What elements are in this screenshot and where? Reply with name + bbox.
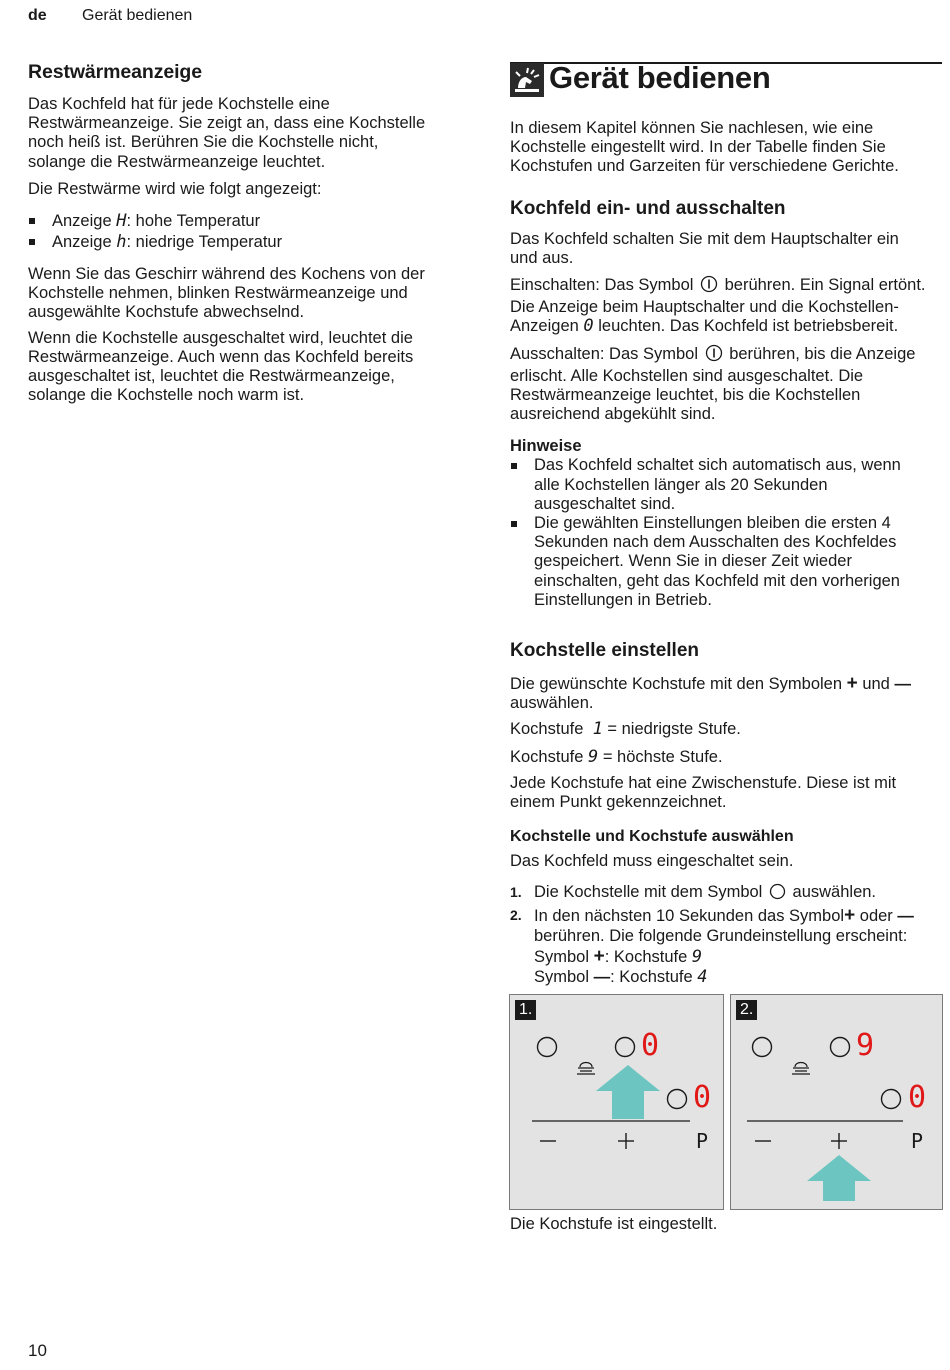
panel-number: 2. bbox=[736, 1000, 757, 1020]
heading-restwaerme: Restwärmeanzeige bbox=[28, 61, 202, 83]
minus-icon: — bbox=[894, 675, 911, 694]
display-top: 0 bbox=[641, 1028, 660, 1063]
right-column bbox=[510, 119, 942, 987]
heading-onoff: Kochfeld ein- und ausschalten bbox=[510, 197, 786, 219]
text-line: Das Kochfeld hat für jede Kochstelle eine bbox=[28, 95, 330, 113]
panel-number: 1. bbox=[515, 1000, 536, 1020]
list-item: Die gewählten Einstellungen bleiben die ersten 4 Sekunden nach dem Ausschalten des Kochfeldes gespeichert. Wenn Sie in dieser Zeit wieder einschalten, geht das Kochfeld mit den vorherigen Einstellungen in Betrieb. bbox=[510, 514, 942, 610]
intro-paragraph bbox=[510, 119, 942, 177]
minus-icon: — bbox=[897, 907, 914, 926]
text-line: ausgewählte Kochstufe abwechselnd. bbox=[28, 303, 305, 322]
display-symbol-9: 9 bbox=[587, 746, 599, 767]
para-set-5: Das Kochfeld muss eingeschaltet sein. bbox=[510, 852, 794, 871]
circle-icon bbox=[769, 883, 786, 906]
step-item: 2. In den nächsten 10 Sekunden das Symbol+ oder — berühren. Die folgende Grundeinstellung erscheint: Symbol +: Kochstufe 9 Symbol —: Kochstufe 4 bbox=[510, 905, 914, 987]
text-line: erlischt. Alle Kochstellen sind ausgeschaltet. Die bbox=[510, 366, 864, 385]
power-icon bbox=[700, 275, 718, 298]
text-line: und aus. bbox=[510, 248, 574, 267]
heading-kochstufe-auswaehlen: Kochstelle und Kochstufe auswählen bbox=[510, 828, 794, 846]
para-set-1: Die gewünschte Kochstufe mit den Symbolen + und — auswählen. bbox=[510, 674, 942, 713]
list-item: Das Kochfeld schaltet sich automatisch aus, wenn alle Kochstellen länger als 20 Sekunden ausgeschaltet sind. bbox=[510, 456, 942, 514]
text-line: solange die Kochstelle noch warm ist. bbox=[28, 386, 305, 405]
header-title: Gerät bedienen bbox=[82, 7, 193, 24]
text-line: In diesem Kapitel können Sie nachlesen, wie eine bbox=[510, 119, 874, 137]
para-set-2: Kochstufe 1 = niedrigste Stufe. bbox=[510, 719, 741, 740]
display-bottom: 0 bbox=[908, 1080, 927, 1115]
display-bottom: 0 bbox=[693, 1080, 712, 1115]
power-icon bbox=[705, 344, 723, 367]
steps-list bbox=[510, 883, 942, 987]
text-line: Kochstelle nehmen, blinken Restwärmeanzeige und bbox=[28, 284, 408, 303]
text-line: auswählen. bbox=[510, 694, 594, 713]
p-key: P bbox=[911, 1129, 924, 1153]
para-restwaerme-1 bbox=[28, 95, 468, 172]
figure-caption: Die Kochstufe ist eingestellt. bbox=[510, 1215, 718, 1233]
list-item: Anzeige H: hohe Temperatur bbox=[28, 211, 468, 232]
step-item: 1. Die Kochstelle mit dem Symbol auswählen. bbox=[510, 883, 942, 906]
plus-icon: + bbox=[846, 673, 858, 695]
restwaerme-list bbox=[28, 211, 468, 253]
para-set-3: Kochstufe 9 = höchste Stufe. bbox=[510, 746, 723, 767]
hinweise-list bbox=[510, 456, 942, 610]
display-symbol-1: 1 bbox=[592, 719, 603, 740]
para-set-4 bbox=[510, 774, 942, 812]
hob-control-icon bbox=[510, 63, 544, 97]
p-key: P bbox=[696, 1129, 709, 1153]
text-line: solange die Restwärmeanzeige leuchtet. bbox=[28, 152, 326, 171]
text-line: Jede Kochstufe hat eine Zwischenstufe. Diese ist mit bbox=[510, 773, 897, 792]
text-line: Kochstufen und Garzeiten für verschiedene Gerichte. bbox=[510, 157, 899, 176]
display-top: 9 bbox=[856, 1028, 875, 1063]
para-onoff-3: Ausschalten: Das Symbol berühren, bis die Anzeige erlischt. Alle Kochstellen sind ausgeschaltet. Die Restwärmeanzeige leuchtet, bis die Kochstellen ausreichend abgekühlt sind. bbox=[510, 344, 942, 425]
text-line: einem Punkt gekennzeichnet. bbox=[510, 793, 727, 812]
text-line: Das Kochfeld schalten Sie mit dem Hauptschalter ein bbox=[510, 229, 899, 248]
para-onoff-1 bbox=[510, 230, 942, 268]
para-restwaerme-2: Die Restwärme wird wie folgt angezeigt: bbox=[28, 179, 322, 198]
text-line: Die Anzeige beim Hauptschalter und die Kochstellen- bbox=[510, 298, 899, 317]
text-line: ausreichend abgekühlt sind. bbox=[510, 405, 716, 424]
heading-kochstelle-einstellen: Kochstelle einstellen bbox=[510, 640, 700, 662]
page-number: 10 bbox=[28, 1341, 47, 1360]
text-line: noch heiß ist. Berühren Sie die Kochstelle nicht, bbox=[28, 133, 379, 152]
display-symbol-0: 0 bbox=[583, 316, 594, 337]
text-line: Wenn die Kochstelle ausgeschaltet wird, leuchtet die bbox=[28, 328, 413, 347]
para-onoff-2: Einschalten: Das Symbol berühren. Ein Signal ertönt. Die Anzeige beim Hauptschalter und die Kochstellen- Anzeigen 0 leuchten. Das Kochfeld ist betriebsbereit. bbox=[510, 275, 942, 337]
display-symbol-H: H bbox=[116, 211, 127, 232]
plus-icon: + bbox=[593, 945, 605, 967]
text-line: ausgeschaltet ist, leuchtet die Restwärmeanzeige, bbox=[28, 367, 395, 386]
heading-hinweise: Hinweise bbox=[510, 437, 582, 456]
header-lang: de bbox=[28, 7, 47, 24]
chapter-title: Gerät bedienen bbox=[549, 60, 771, 95]
text-line: Kochstelle eingestellt wird. In der Tabelle finden Sie bbox=[510, 138, 886, 157]
left-column bbox=[28, 60, 468, 405]
figure-panel-2 bbox=[730, 994, 943, 1210]
text-line: Wenn Sie das Geschirr während des Kochens von der bbox=[28, 265, 425, 284]
minus-icon: — bbox=[593, 967, 611, 986]
para-restwaerme-3 bbox=[28, 265, 468, 323]
display-symbol-h: h bbox=[116, 232, 127, 253]
figure-panel-1 bbox=[509, 994, 724, 1210]
text-line: Restwärmeanzeige. Auch wenn das Kochfeld bereits bbox=[28, 347, 414, 366]
text-line: Restwärmeanzeige. Sie zeigt an, dass eine Kochstelle bbox=[28, 114, 426, 133]
hob-diagram-1 bbox=[510, 995, 723, 1209]
para-restwaerme-4 bbox=[28, 329, 468, 406]
list-item: Anzeige h: niedrige Temperatur bbox=[28, 232, 468, 253]
text-line: Restwärmeanzeige leuchtet, bis die Kochstellen bbox=[510, 386, 861, 405]
plus-icon: + bbox=[844, 905, 856, 927]
